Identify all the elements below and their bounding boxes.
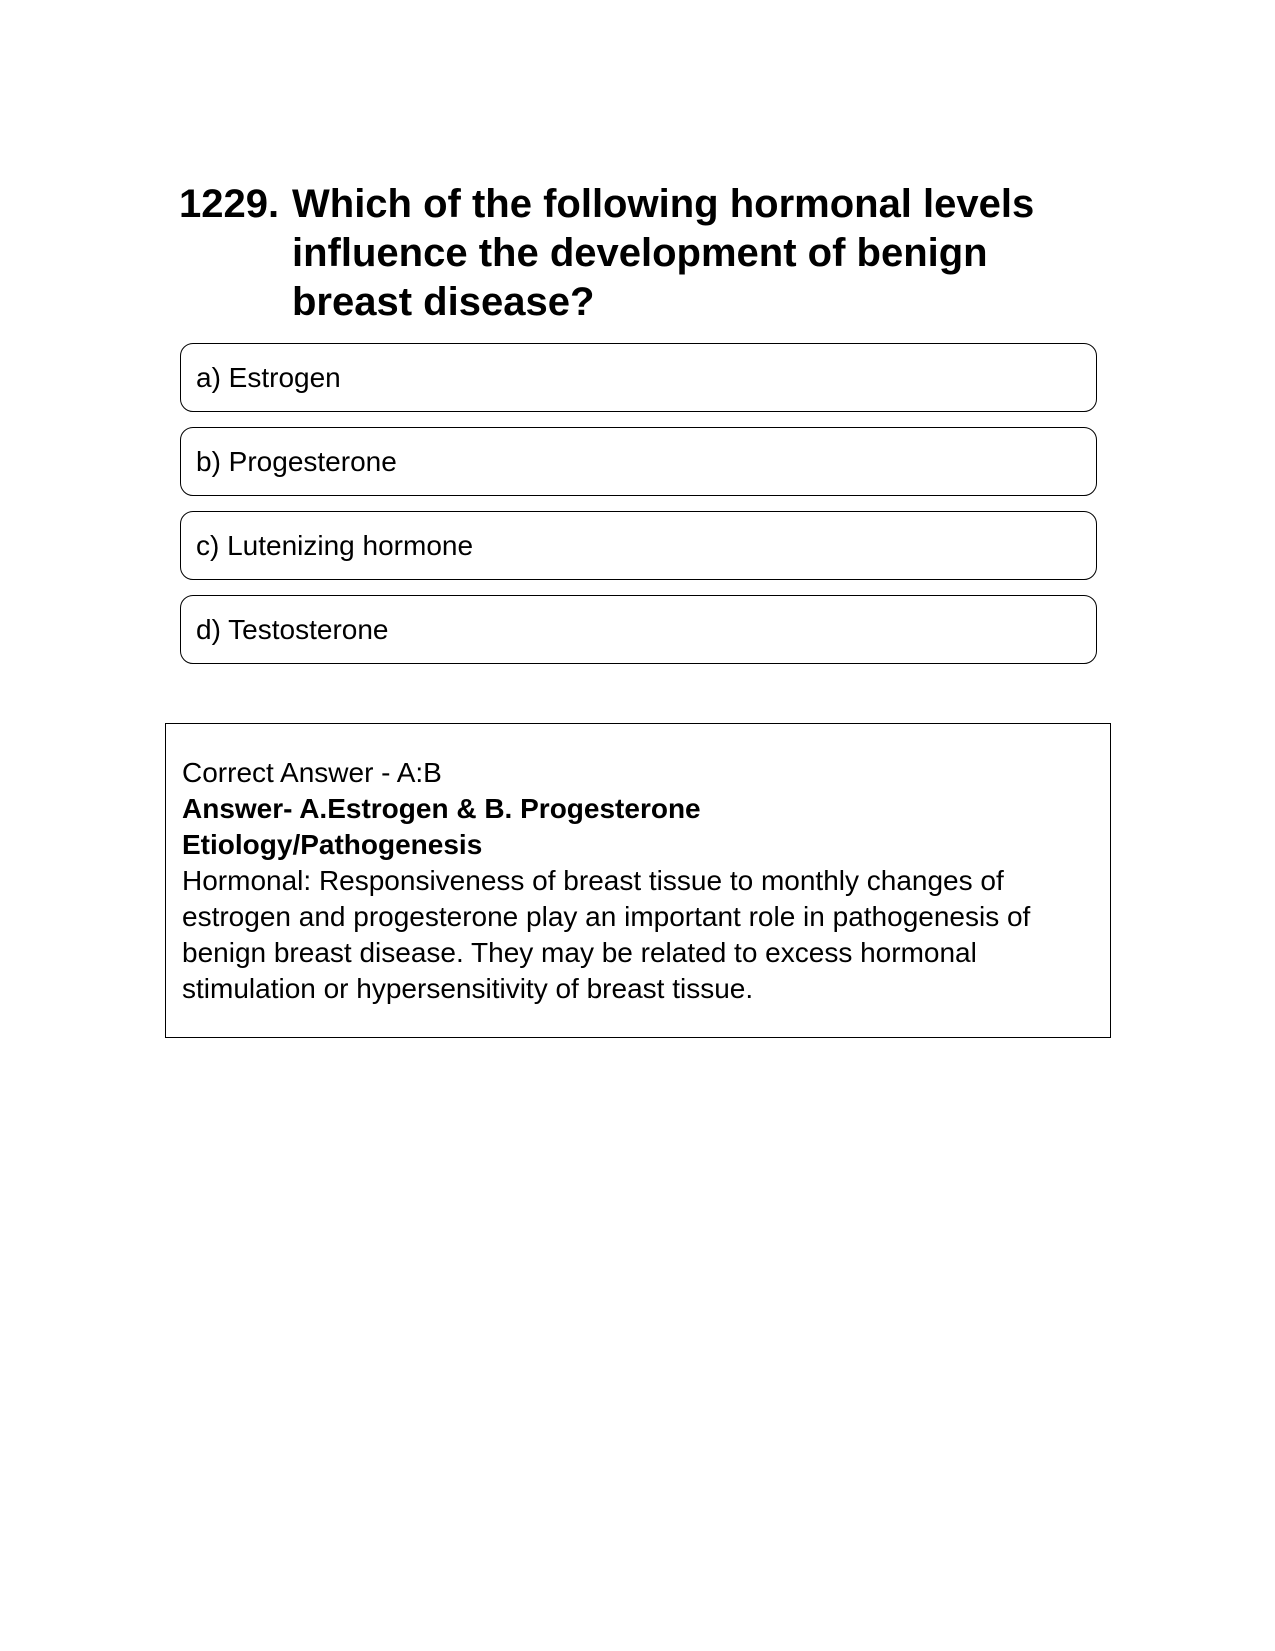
correct-answer-line: Correct Answer - A:B xyxy=(182,757,442,788)
option-a[interactable] xyxy=(180,343,1097,412)
answer-explanation-box xyxy=(165,723,1111,1038)
question-text: Which of the following hormonal levels influence the development of benign breast disease? xyxy=(292,182,1035,324)
option-c[interactable] xyxy=(180,511,1097,580)
options-list xyxy=(180,343,1097,679)
option-c-label: c) Lutenizing hormone xyxy=(196,529,474,561)
option-a-label: a) Estrogen xyxy=(196,361,341,393)
explanation-text: Hormonal: Responsiveness of breast tissue to monthly changes of estrogen and progesterone play an important role in pathogenesis of benign breast disease. They may be related to excess hormonal stimulation or hypersensitivity of breast tissue. xyxy=(182,865,1031,1004)
question-heading xyxy=(179,180,1099,327)
answer-heading: Answer- A.Estrogen & B. Progesterone xyxy=(182,793,701,824)
option-b-label: b) Progesterone xyxy=(196,445,397,477)
option-d[interactable] xyxy=(180,595,1097,664)
option-d-label: d) Testosterone xyxy=(196,613,389,645)
option-b[interactable] xyxy=(180,427,1097,496)
section-heading: Etiology/Pathogenesis xyxy=(182,829,483,860)
question-number: 1229. xyxy=(179,182,280,226)
